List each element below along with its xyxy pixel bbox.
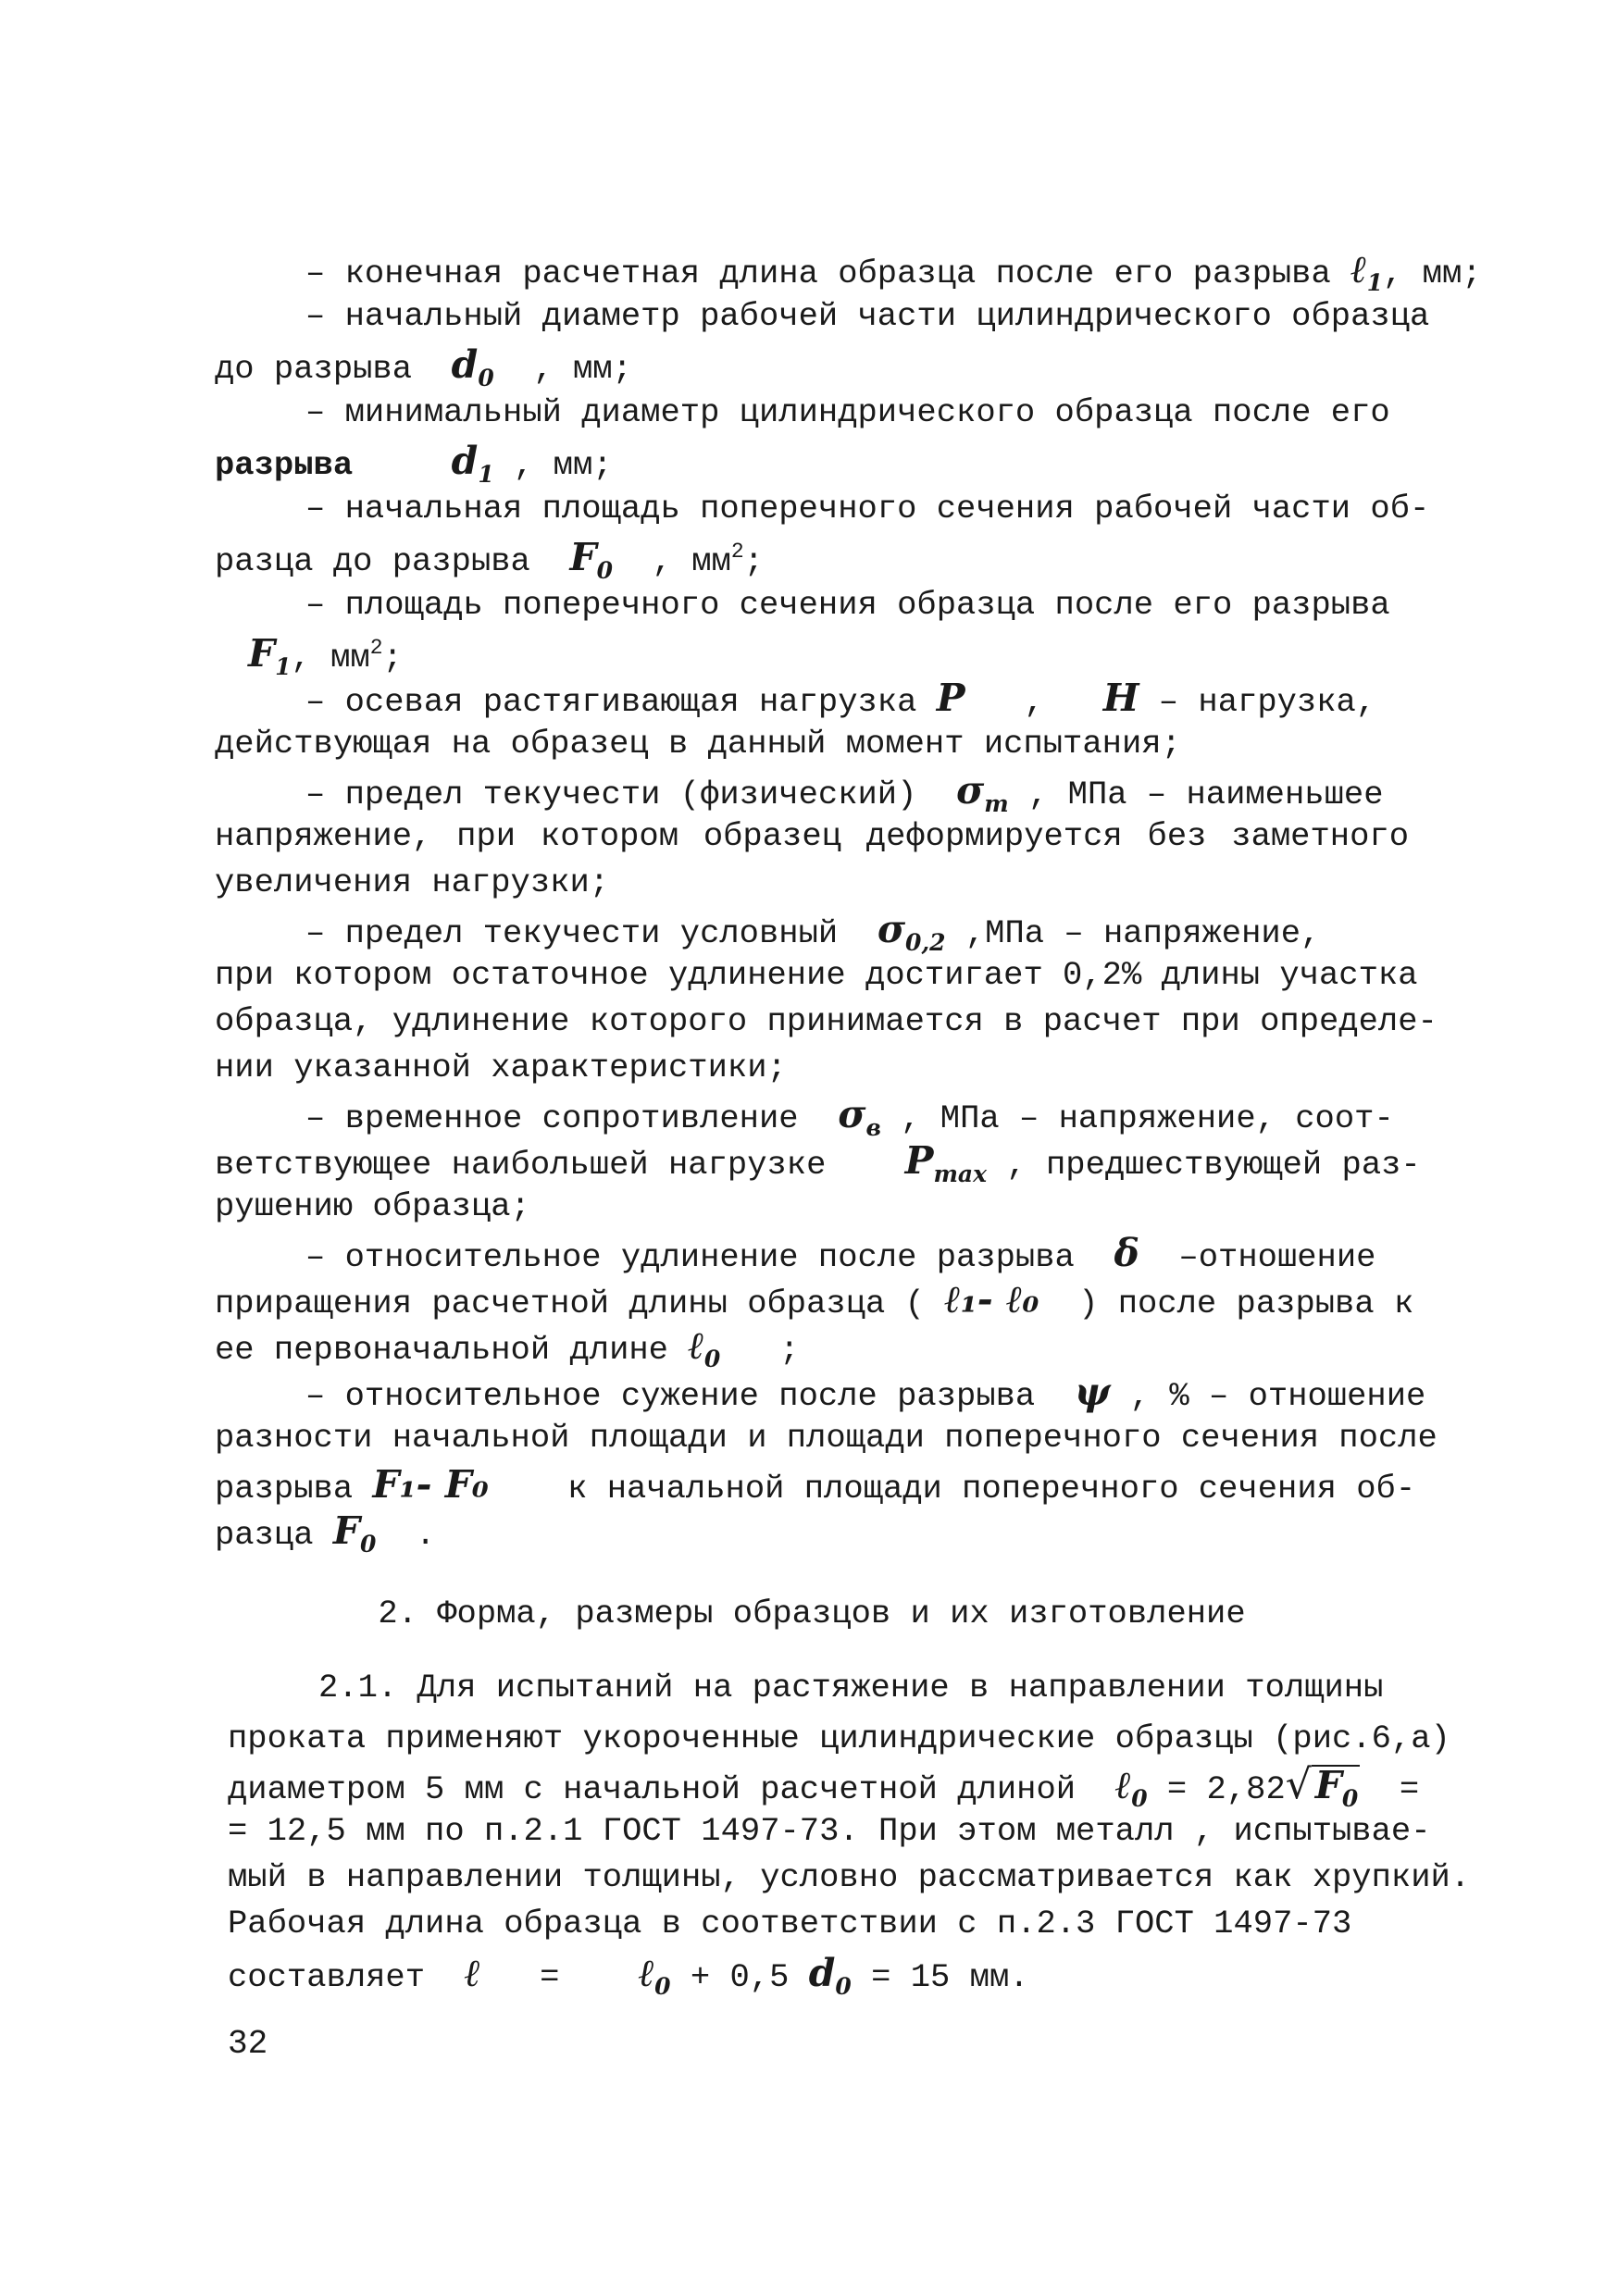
sqrt-F0: $√F_0$ [1285,1761,1359,1812]
def-d0-line2 [215,342,1409,391]
symbol-F0: $F_0$ [569,535,613,584]
section-line-4: = 12,5 мм по п.2.1 ГОСТ 1497-73. При этом металл , испытывае- [228,1812,1431,1850]
def-text: разрыва [215,446,354,484]
symbol-delta: δ [1114,1231,1139,1275]
section-line-1: 2.1. Для испытаний на растяжение в направлении толщины [318,1669,1384,1706]
symbol-l: ℓ [464,1951,481,1995]
def-text: ) после разрыва к [1078,1285,1414,1322]
unit: , мм; [514,446,613,484]
section-line-2: проката применяют укороченные цилиндрические образцы (рис.6,а) [228,1719,1450,1757]
def-sigB-line1 [305,1092,1409,1141]
def-text: – конечная расчетная длина образца после его разрыва [305,254,1331,292]
symbol-F0: $F_0$ [332,1508,377,1558]
def-text: , МПа – наименьшее [1028,776,1384,813]
power: 2 [369,636,383,660]
def-text: – нагрузка, [1158,683,1376,721]
punct: ; [382,639,403,676]
def-text: разца [215,1516,314,1554]
para-text: + 0,5 [690,1958,790,1996]
para-text: составляет [228,1958,426,1996]
def-delta-line2 [215,1277,1414,1326]
def-psi-line2: разности начальной площади и площади поперечного сечения после [215,1419,1438,1457]
def-sigT-line3: увеличения нагрузки; [215,863,610,901]
punct: . [415,1516,436,1554]
section-line-7 [228,1951,1422,2000]
symbol-d0: $d_0$ [451,342,494,391]
symbol-l0: ℓ$_0$ [638,1951,671,2000]
def-sig02-line4: нии указанной характеристики; [215,1049,787,1086]
section-line-6: Рабочая длина образца в соответствии с п.2.3 ГОСТ 1497-73 [228,1905,1352,1942]
def-text: – относительное сужение после разрыва [305,1377,1036,1415]
def-sig02-line1 [305,907,1409,956]
punct: , [1024,683,1044,721]
expr-l1-l0: ℓ₁- ℓ₀ [944,1277,1039,1322]
symbol-sigma-b: $\sigma_в$ [838,1092,881,1141]
symbol-psi: ψ [1074,1370,1111,1414]
def-text: – временное сопротивление [305,1099,799,1137]
def-text: приращения расчетной длины образца ( [215,1285,925,1322]
symbol-sigma-02: $\sigma_{0,2}$ [877,907,946,956]
symbol-d1: $d_1$ [451,439,494,488]
def-psi-line3 [215,1462,1416,1511]
def-text: – предел текучести (физический) [305,776,917,813]
power: 2 [730,540,744,564]
def-text: разца до разрыва [215,542,530,580]
symbol-H: H [1102,676,1139,720]
def-text: – предел текучести условный [305,914,839,952]
def-text: ее первоначальной длине [215,1331,668,1369]
symbol-l0: ℓ$_0$ [1114,1763,1148,1812]
symbol-F1: $F_1$ [248,631,292,680]
punct: ; [779,1331,800,1369]
def-F0-line2 [215,535,1409,584]
unit: , мм [652,542,731,580]
def-text: ветствующее наибольшей нагрузке [215,1146,827,1184]
section-heading: 2. Форма, размеры образцов и их изготовление [378,1595,1246,1632]
def-text: – относительное удлинение после разрыва [305,1238,1075,1276]
para-text: диаметром 5 мм с начальной расчетной длиной [228,1770,1077,1808]
punct: ; [743,542,764,580]
def-l1 [305,247,1482,296]
def-sigT-line1 [305,768,1409,817]
def-F0-line1: – начальная площадь поперечного сечения рабочей части об- [305,490,1430,527]
def-text: до разрыва [215,350,413,388]
para-text: = 2,82 [1166,1770,1286,1808]
def-text: – осевая растягивающая нагрузка [305,683,917,721]
symbol-pmax: $P_{max}$ [904,1138,988,1187]
def-text: разрыва [215,1470,354,1508]
def-sigT-line2: напряжение, при котором образец деформируется без заметного [215,817,1409,855]
para-text: = [540,1958,560,1996]
symbol-P: P [936,676,965,720]
def-psi-line1 [305,1370,1426,1419]
symbol-sigma-t: $\sigma_т$ [956,768,1009,817]
def-text: , МПа – напряжение, соот- [901,1099,1394,1137]
para-text: = 15 мм. [871,1958,1029,1996]
page-number: 32 [228,2025,268,2063]
symbol-l0: ℓ$_0$ [688,1323,721,1372]
section-line-3 [228,1763,1422,1812]
def-P-line1 [305,676,1409,725]
para-text: = [1399,1770,1420,1808]
unit: , мм; [1383,254,1482,292]
section-line-5: мый в направлении толщины, условно рассматривается как хрупкий. [228,1858,1471,1896]
def-delta-line1 [305,1231,1409,1280]
def-text: , % – отношение [1129,1377,1426,1415]
symbol-l1: ℓ$_1$ [1350,247,1384,296]
def-sigB-line2 [215,1138,1421,1187]
def-d0-line1: – начальный диаметр рабочей части цилиндрического образца [305,297,1430,335]
def-text: ,МПа – напряжение, [965,914,1321,952]
unit: , мм [291,639,370,676]
def-delta-line3 [215,1323,1409,1372]
def-d1-line1: – минимальный диаметр цилиндрического образца после его [305,393,1390,431]
def-P-line2: действующая на образец в данный момент испытания; [215,725,1181,763]
def-d1-line2 [215,439,1409,488]
def-sig02-line2: при котором остаточное удлинение достигает 0,2% длины участка [215,956,1418,994]
def-F1-line2 [248,631,1442,680]
def-sig02-line3: образца, удлинение которого принимается в расчет при определе- [215,1002,1438,1040]
def-sigB-line3: рушению образца; [215,1187,530,1225]
def-text: к начальной площади поперечного сечения об- [567,1470,1416,1508]
symbol-d0: $d_0$ [808,1951,852,2000]
expr-f1-f0: F₁- F₀ [372,1462,489,1507]
def-F1-line1: – площадь поперечного сечения образца после его разрыва [305,586,1390,624]
unit: , мм; [533,350,632,388]
def-text: –отношение [1178,1238,1376,1276]
def-text: , предшествующей раз- [1006,1146,1421,1184]
def-psi-line4 [215,1508,1409,1558]
